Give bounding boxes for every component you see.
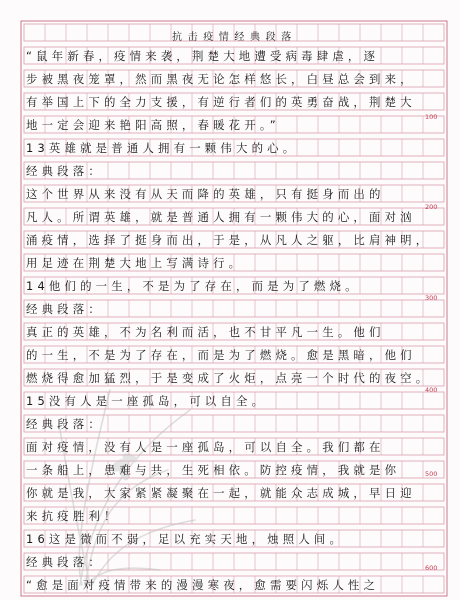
text-line: 真正的英雄，不为名利而活，也不甘平凡一生。他们 [26, 325, 385, 339]
word-count-marker: 400 [425, 386, 438, 394]
text-line: “愈是面对疫情带来的漫漫寒夜，愈需要闪烁人性之 [26, 578, 380, 592]
text-line: 燃烧得愈加猛烈，于是变成了火炬，点亮一个时代的夜空。 [26, 371, 432, 385]
text-line: 凡人。所谓英雄，就是普通人拥有一颗伟大的心，面对汹 [26, 210, 416, 224]
word-count-marker: 100 [425, 113, 438, 121]
text-line: 你就是我，大家紧紧凝聚在一起，就能众志成城，早日迎 [26, 486, 416, 500]
text-line: 这个世界从来没有从天而降的英雄，只有挺身而出的 [26, 187, 385, 201]
word-count-marker: 300 [425, 294, 438, 302]
text-line: 13英雄就是普通人拥有一颗伟大的心。 [26, 141, 299, 155]
text-line: 经典段落： [26, 417, 104, 431]
word-count-marker: 500 [425, 470, 438, 478]
text-line: 涌疫情，选择了挺身而出，于是，从凡人之躯，比肩神明， [26, 233, 432, 247]
text-line: 地一定会迎来艳阳高照，春暖花开。” [26, 118, 280, 132]
text-line: 经典段落： [26, 302, 104, 316]
text-line: 14他们的一生，不是为了存在，而是为了燃烧。 [26, 279, 361, 293]
text-line: 15没有人是一座孤岛，可以自全。 [26, 394, 268, 408]
text-line: 经典段落： [26, 164, 104, 178]
text-line: 有举国上下的全力支援，有逆行者们的英勇奋战，荆楚大 [26, 95, 416, 109]
word-count-marker: 600 [425, 564, 438, 572]
document-title: 抗击疫情经典段落 [172, 32, 297, 43]
text-line: 步被黑夜笼罩，然而黑夜无论怎样悠长，白昼总会到来， [26, 72, 416, 86]
text-line: 经典段落： [26, 555, 104, 569]
text-line: 一条船上，患难与共，生死相依。防控疫情，我就是你 [26, 463, 401, 477]
text-line: 来抗疫胜利！ [26, 509, 120, 523]
word-count-marker: 200 [425, 203, 438, 211]
text-line: “鼠年新春，疫情来袭，荆楚大地遭受病毒肆虐，逐 [26, 49, 380, 63]
text-line: 用足迹在荆楚大地上写满诗行。 [26, 256, 245, 270]
text-line: 16这是微而不弱，足以充实天地，烛照人间。 [26, 532, 346, 546]
text-line: 的一生，不是为了存在，而是为了燃烧。愈是黑暗，他们 [26, 348, 416, 362]
text-line: 面对疫情，没有人是一座孤岛，可以自全。我们都在 [26, 440, 385, 454]
